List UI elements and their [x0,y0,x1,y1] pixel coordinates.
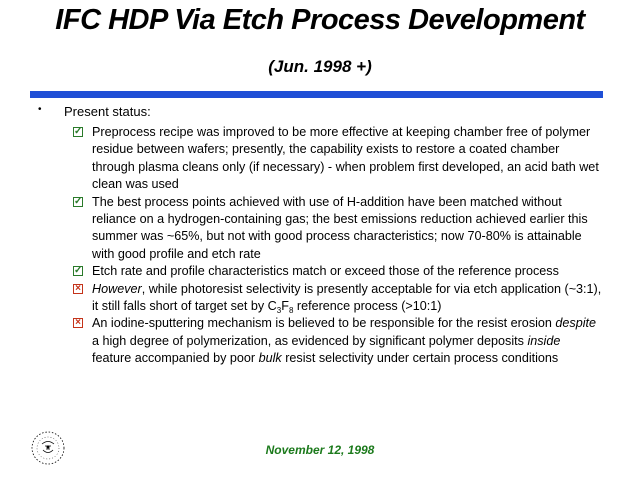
emphasis-text: bulk [258,351,282,366]
checked-box-icon: ✓ [74,126,83,137]
emphasis-text: However [92,281,142,296]
footer-date: November 12, 1998 [265,443,375,457]
x-box-icon: × [73,318,83,328]
list-item [72,124,602,194]
emphasis-text: despite [555,316,597,331]
emphasis-text: inside [527,333,561,348]
subscript: 8 [288,306,294,316]
list-item [72,194,602,264]
list-item [72,315,602,367]
list-item [72,263,602,280]
text-run: a high degree of polymerization, as evidenced by significant polymer deposits [92,333,528,348]
item-text [92,281,602,316]
x-box-icon: × [73,284,83,294]
bullet-dot: • [38,104,42,115]
item-text: Etch rate and profile characteristics match or exceed those of the reference process [92,264,559,279]
text-run: resist selectivity under certain process conditions [281,351,559,366]
slide-title: IFC HDP Via Etch Process Development [55,4,585,36]
checked-box-icon: ✓ [74,265,83,277]
text-run: , while photoresist selectivity is presently acceptable for via etch application (~3:1), it still falls short of target set by C [92,281,602,314]
text-run: An iodine-sputtering mechanism is believed to be responsible for the resist erosion [92,316,556,331]
title-divider [30,91,603,98]
list-item [72,281,602,316]
status-list [72,124,602,368]
status-heading: Present status: [64,104,151,119]
item-text: Preprocess recipe was improved to be more effective at keeping chamber free of polymer residue between wafers; presently, the capability exists to restore a coated chamber through plasma cleans only (if necessary) - when problem first developed, an acid bath wet clean was used [92,125,599,192]
text-run: F [281,299,289,314]
text-run: reference process (>10:1) [293,299,442,314]
text-run: feature accompanied by poor [92,351,259,366]
slide-subtitle: (Jun. 1998 +) [268,57,372,76]
item-text: The best process points achieved with use of H-addition have been matched without reliance on a hydrogen-containing gas; the best emissions reduction achieved earlier this summer was ~65%, but not with good process characteristics; now 70-80% is attainable with good profile and etch rate [92,194,588,261]
item-text [92,316,596,365]
subscript: 3 [276,306,282,316]
checked-box-icon: ✓ [74,195,83,207]
